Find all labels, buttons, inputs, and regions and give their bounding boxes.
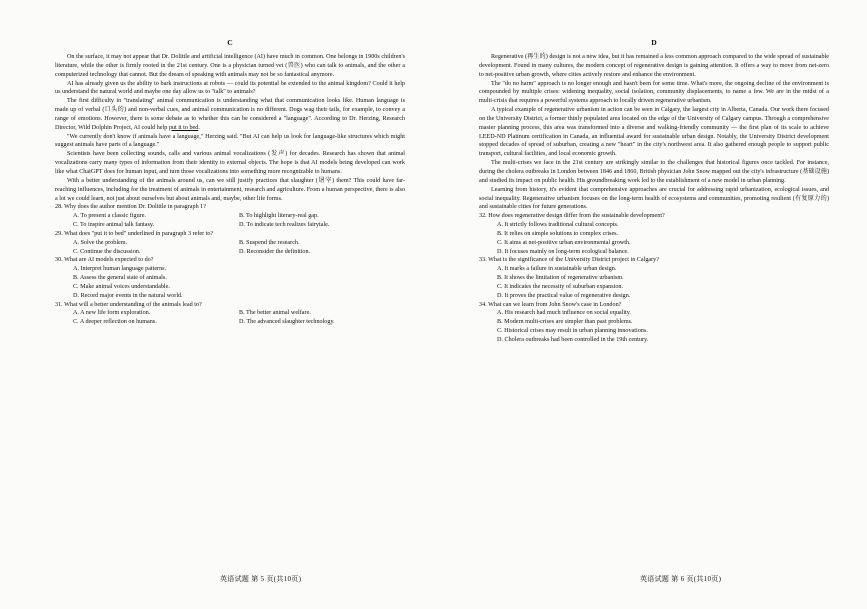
- option-d[interactable]: D. Record major events in the natural world.: [73, 292, 183, 299]
- option-b[interactable]: B. It shows the limitation of regenerative urbanism.: [497, 275, 624, 282]
- section-title-d: D: [651, 38, 657, 47]
- option-b[interactable]: B. Suspend the research.: [239, 239, 300, 246]
- option-d[interactable]: D. To indicate tech realizes fairytale.: [239, 222, 330, 229]
- option-a[interactable]: A. Interpret human language patterns.: [73, 266, 167, 273]
- question-34: [479, 301, 829, 345]
- option-c[interactable]: C. Continue the discussion.: [73, 248, 141, 255]
- option-d[interactable]: D. Cholera outbreaks had been controlled in the 19th century.: [497, 337, 649, 343]
- left-column: [55, 38, 405, 327]
- question-stem: 32. How does regenerative design differ from the sustainable development?: [479, 213, 665, 220]
- question-stem: 29. What does "put it to bed" underlined in paragraph 3 refer to?: [55, 230, 214, 237]
- question-stem: 30. What are AI models expected to do?: [55, 257, 154, 264]
- paragraph-3-end: .: [198, 124, 200, 131]
- option-c[interactable]: C. To inspire animal talk fantasy.: [73, 222, 155, 229]
- option-c[interactable]: C. It aims at net-positive urban environmental growth.: [497, 239, 631, 246]
- option-b[interactable]: B. Modern multi-crises are simpler than past problems.: [497, 319, 633, 326]
- passage-d-paragraph-2: The "do no harm" approach is no longer enough and hasn't been for some time. What's more, the ongoing decline of the environment is compounded by multiple crises: widening inequality, social isolation, community displacements, to name a few. We are in the midst of a multi-crisis that requires a powerful systems approach to locally driven regenerative urbanism.: [479, 80, 829, 105]
- question-29: [55, 230, 405, 257]
- question-stem: 28. Why does the author mention Dr. Dolittle in paragraph 1?: [55, 204, 206, 211]
- passage-d-paragraph-4: The multi-crises we face in the 21st century are strikingly similar to the challenges that historical figures once tackled. For instance, during the cholera outbreaks in London between 1846 and 1860, British physician John Snow mapped out the city's infrastructure (基础设施) and studied its impact on public health. His groundbreaking work led to the establishment of a new model in urban planning.: [479, 160, 829, 184]
- passage-d-paragraph-1: Regenerative (再生的) design is not a new idea, but it has remained a less common approach compared to the wide spread of sustainable development. Found in many cultures, the modern concept of regenerative design is gaining attention. It offers a way to move from net-zero to net-positive urban growth, where cities actively restore and enhance the environment.: [479, 54, 829, 78]
- question-32: [479, 212, 829, 256]
- option-a[interactable]: A. Solve the problem.: [73, 239, 128, 246]
- option-d[interactable]: D. Reconsider the definition.: [239, 248, 311, 255]
- underlined-phrase: put it to bed: [168, 124, 199, 131]
- question-stem: 31. What will a better understanding of the animals lead to?: [55, 301, 202, 308]
- option-d[interactable]: D. The advanced slaughter technology.: [239, 319, 335, 326]
- paragraph-3-text: The first difficulty in "translating" animal communication is understanding what that communication looks like. Human language is made up of verbal (口头的) and non-verbal cues, and animal communication is no different. Dogs wag their tails, for example, to convey a range of emotions. However, there is some debate as to whether this can be considered a "language". According to Dr. Herzing, Research Director, Wild Dolphin Project, AI could help: [55, 98, 405, 131]
- page-footer-left: 英语试题 第 5 页(共10页): [220, 575, 302, 583]
- option-a[interactable]: A. It strictly follows traditional cultural concepts.: [497, 222, 619, 229]
- passage-c-paragraph-4: "We currently don't know if animals have a language," Herzing said. "But AI can help us look for language-like structures which might suggest animals have parts of a language.": [55, 133, 405, 149]
- question-30: [55, 256, 405, 300]
- passage-c-paragraph-2: AI has already given us the ability to bark instructions at robots — could its potential be extended to the animal kingdom? Could it help us understand the natural world and maybe one day allow us to "talk" to animals?: [55, 80, 405, 96]
- option-c[interactable]: C. Make animal voices understandable.: [73, 283, 170, 290]
- passage-c-paragraph-6: With a better understanding of the animals around us, can we still justify practices that slaughter (屠宰) them? This could have far-reaching influences, including for the treatment of animals in entertainment, research and agriculture. From a human perspective, there is also a lot we could learn, not just about ourselves but about animals and, maybe, other life forms.: [55, 177, 405, 202]
- passage-d-paragraph-5: Learning from history, it's evident that comprehensive approaches are crucial for addressing rapid urbanization, ecological issues, and social inequality. Regenerative urbanism focuses on the long-term health of ecosystems and communities, promoting resilient (有复原力的) and sustainable cities for future generations.: [479, 186, 829, 211]
- option-b[interactable]: B. Assess the general state of animals.: [73, 275, 167, 282]
- option-b[interactable]: B. It relies on simple solutions to complex crises.: [497, 230, 619, 237]
- option-a[interactable]: A. It marks a failure in sustainable urban design.: [497, 266, 617, 273]
- question-33: [479, 256, 829, 300]
- option-c[interactable]: C. Historical crises may result in urban planning innovations.: [497, 328, 648, 335]
- page-footer-right: 英语试题 第 6 页(共10页): [640, 575, 722, 583]
- option-d[interactable]: D. It proves the practical value of regenerative design.: [497, 292, 631, 299]
- right-column: [479, 38, 829, 345]
- option-c[interactable]: C. A deeper reflection on humans.: [73, 319, 157, 326]
- option-c[interactable]: C. It indicates the necessity of suburban expansion.: [497, 283, 624, 290]
- passage-c-paragraph-3: [55, 97, 405, 132]
- option-a[interactable]: A. His research had much influence on social equality.: [497, 310, 631, 317]
- passage-c-paragraph-1: On the surface, it may not appear that Dr. Dolittle and artificial intelligence (AI) have much in common. One belongs in 1900s children's literature, while the other is firmly rooted in the 21st century. One is a physician turned vet (兽医) who can talk to animals, and the other a computerized technology that cannot. But the dream of speaking with animals may not be so fantastical anymore.: [55, 54, 405, 78]
- option-b[interactable]: B. The better animal welfare.: [239, 310, 311, 317]
- passage-c-paragraph-5: Scientists have been collecting sounds, calls and various animal vocalizations (发声) for decades. Research has shown that animal vocalizations carry many types of information from their identity to external objects. The hope is that AI models being developed can work like what ChatGPT does for human input, and turn those vocalizations into something more recognizable to humans.: [55, 151, 405, 175]
- option-a[interactable]: A. A new life form exploration.: [73, 310, 151, 317]
- passage-d-paragraph-3: A typical example of regenerative urbanism in action can be seen in Calgary, the largest city in Alberta, Canada. Our work there focused on the University District, a former thinly populated area located on the edge of the University of Calgary campus. Through a comprehensive master planning process, this area was transformed into a diverse and walking-friendly community — the first plan of its scale to achieve LEED-ND Platinum certification in Canada, an influential award for sustainable urban design. Notably, the University District development stopped decades of spread of suburban, creating a new "heart" in the city's northwest area. It also gathered enough people to support public transport, cultural facilities, and local economic growth.: [479, 107, 829, 158]
- section-title-c: C: [227, 38, 233, 47]
- question-stem: 33. What is the significance of the University District project in Calgary?: [479, 257, 659, 264]
- option-d[interactable]: D. It focuses mainly on long-term ecological balance.: [497, 248, 629, 255]
- question-28: [55, 203, 405, 230]
- option-a[interactable]: A. To present a classic figure.: [73, 213, 146, 220]
- option-b[interactable]: B. To highlight literary-real gap.: [239, 213, 319, 220]
- question-stem: 34. What can we learn from John Snow's case in London?: [479, 301, 622, 308]
- question-31: [55, 301, 405, 328]
